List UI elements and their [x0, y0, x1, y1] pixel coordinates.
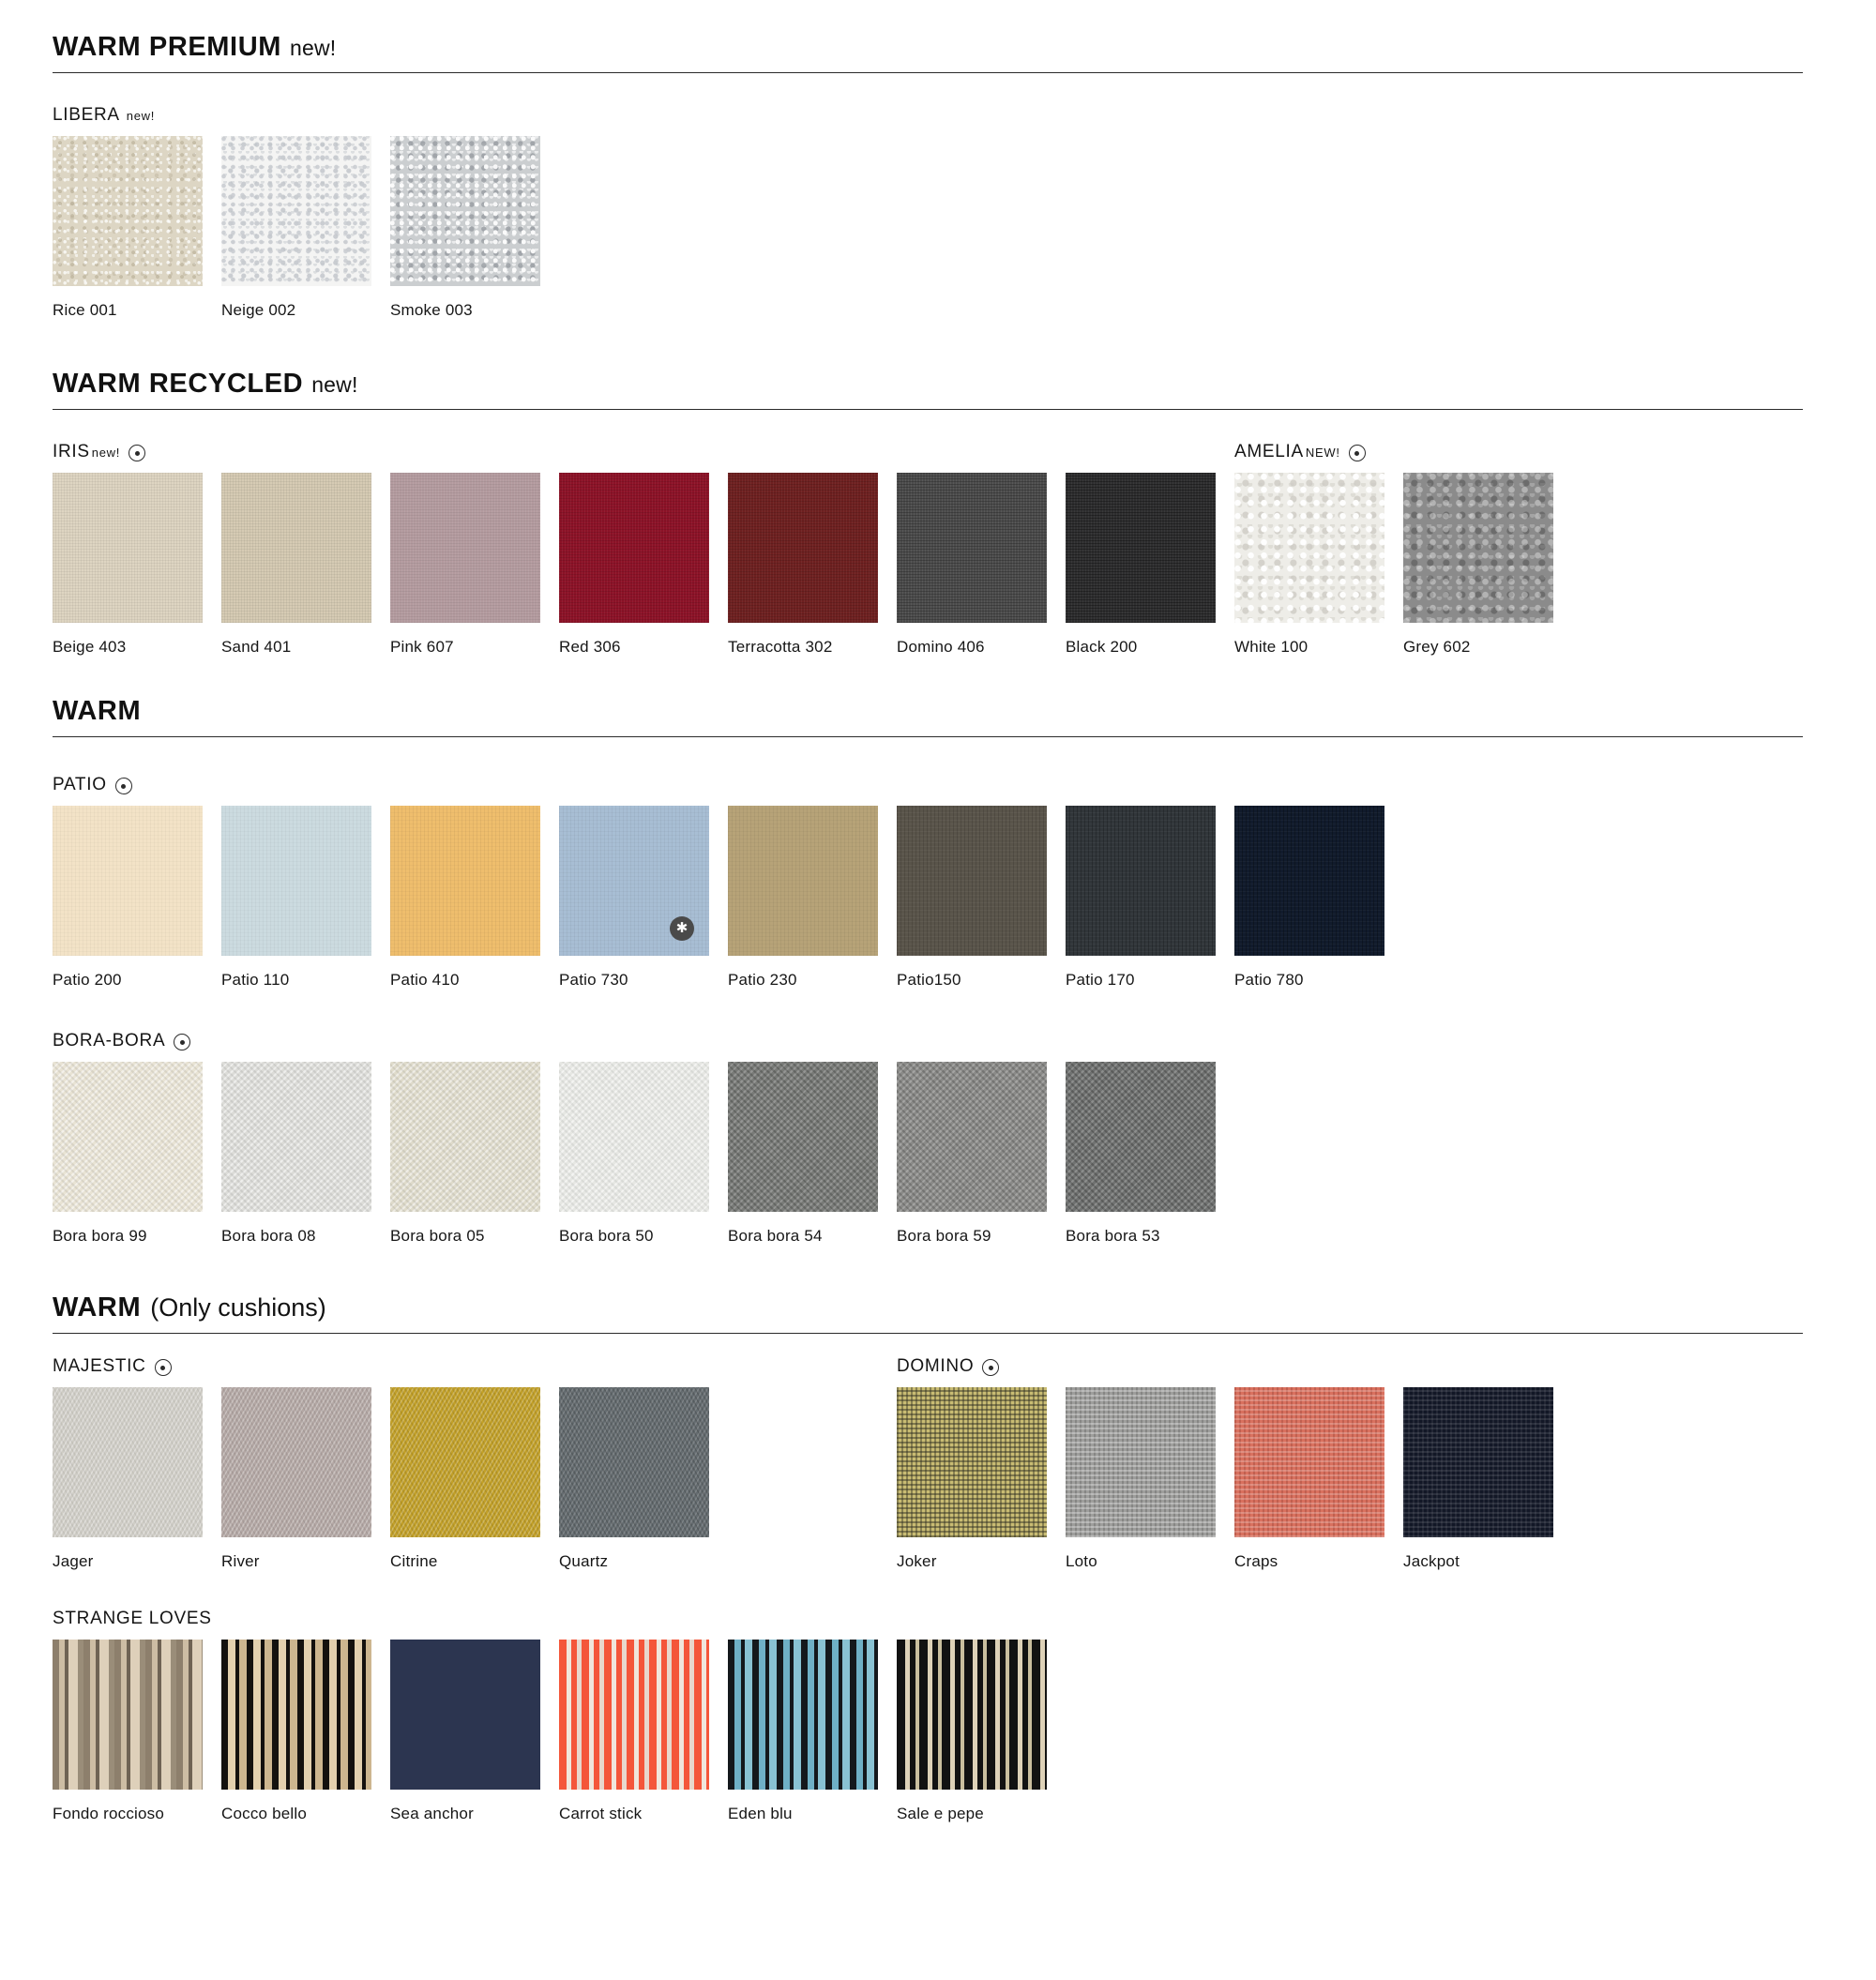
swatch-item[interactable] — [390, 806, 540, 990]
family-name: IRIS — [53, 442, 90, 461]
swatch-chip[interactable] — [1403, 1387, 1553, 1537]
swatch-label: Jager — [53, 1552, 94, 1570]
swatch-item[interactable] — [221, 1062, 371, 1246]
swatch-label: Bora bora 05 — [390, 1227, 485, 1245]
section-header — [53, 32, 1803, 73]
swatch-chip[interactable] — [221, 1387, 371, 1537]
swatch-label: Bora bora 50 — [559, 1227, 654, 1245]
swatch-chip[interactable] — [728, 1640, 878, 1790]
swatch-item[interactable] — [1066, 806, 1216, 990]
swatch-row — [53, 1640, 1803, 1823]
swatch-label: Red 306 — [559, 638, 621, 656]
swatch-chip[interactable] — [390, 806, 540, 956]
swatch-chip[interactable] — [221, 806, 371, 956]
swatch-item[interactable] — [53, 473, 203, 657]
swatch-label: Jackpot — [1403, 1552, 1460, 1570]
swatch-chip[interactable] — [559, 1387, 709, 1537]
swatch-item[interactable] — [221, 1387, 371, 1571]
swatch-chip[interactable] — [1066, 806, 1216, 956]
swatch-item[interactable] — [559, 1062, 709, 1246]
family-header — [53, 1609, 1803, 1629]
family-header — [53, 105, 1803, 126]
care-dot-icon — [129, 445, 145, 461]
swatch-label: Smoke 003 — [390, 301, 473, 319]
swatch-row — [1234, 473, 1803, 657]
swatch-label: Loto — [1066, 1552, 1097, 1570]
swatch-label: Patio 730 — [559, 971, 628, 989]
care-dot-icon — [982, 1359, 999, 1376]
care-dot-icon — [155, 1359, 172, 1376]
family-new-flag: NEW! — [1305, 445, 1340, 460]
family-iris — [53, 442, 1234, 657]
swatch-item[interactable] — [728, 1640, 878, 1823]
family-header — [53, 1031, 1803, 1051]
swatch-label: River — [221, 1552, 260, 1570]
swatch-label: Patio 110 — [221, 971, 290, 989]
swatch-item[interactable] — [897, 806, 1047, 990]
swatch-label: Bora bora 59 — [897, 1227, 991, 1245]
swatch-label: Cocco bello — [221, 1805, 308, 1822]
swatch-item[interactable] — [897, 1640, 1047, 1823]
swatch-chip[interactable] — [390, 1387, 540, 1537]
swatch-item[interactable] — [1234, 806, 1384, 990]
swatch-label: Carrot stick — [559, 1805, 643, 1822]
swatch-item[interactable] — [390, 473, 540, 657]
family-name: PATIO — [53, 775, 107, 794]
swatch-label: Bora bora 53 — [1066, 1227, 1160, 1245]
swatch-item[interactable] — [53, 1387, 203, 1571]
swatch-item[interactable] — [897, 1062, 1047, 1246]
swatch-row — [53, 473, 1234, 657]
family-new-flag: new! — [126, 108, 156, 123]
swatch-item[interactable] — [559, 1387, 709, 1571]
swatch-chip[interactable] — [221, 473, 371, 623]
swatch-row — [897, 1387, 1803, 1571]
swatch-item[interactable] — [1066, 473, 1216, 657]
swatch-item[interactable] — [221, 1640, 371, 1823]
section-title: WARM — [53, 1292, 142, 1323]
family-header — [897, 1356, 1803, 1377]
swatch-item[interactable] — [53, 806, 203, 990]
family-columns — [53, 442, 1803, 657]
swatch-chip[interactable] — [559, 1062, 709, 1212]
swatch-label: Neige 002 — [221, 301, 296, 319]
swatch-item[interactable] — [390, 136, 540, 320]
family-name: MAJESTIC — [53, 1356, 146, 1376]
swatch-chip[interactable] — [53, 806, 203, 956]
swatch-chip[interactable] — [390, 1640, 540, 1790]
swatch-item[interactable] — [221, 806, 371, 990]
family-new-flag: new! — [91, 445, 121, 460]
swatch-row — [53, 136, 1803, 320]
section-header — [53, 1292, 1803, 1334]
swatch-item[interactable] — [390, 1640, 540, 1823]
swatch-chip[interactable] — [1403, 473, 1553, 623]
swatch-chip[interactable] — [1234, 473, 1384, 623]
swatch-item[interactable] — [1234, 473, 1384, 657]
care-dot-icon — [1349, 445, 1366, 461]
family-majestic — [53, 1356, 897, 1571]
swatch-label: Patio 780 — [1234, 971, 1304, 989]
swatch-label: Patio 410 — [390, 971, 460, 989]
asterisk-badge-icon: ✱ — [670, 916, 694, 941]
swatch-chip[interactable] — [559, 806, 709, 956]
family-name: STRANGE LOVES — [53, 1609, 212, 1628]
section-title: WARM — [53, 696, 142, 726]
swatch-chip[interactable] — [1234, 1387, 1384, 1537]
family-patio — [53, 775, 1803, 990]
swatch-item[interactable] — [53, 1640, 203, 1823]
swatch-item[interactable] — [1066, 1062, 1216, 1246]
swatch-chip[interactable] — [728, 806, 878, 956]
family-header — [53, 775, 1803, 795]
swatch-chip[interactable] — [1066, 1387, 1216, 1537]
family-amelia — [1234, 442, 1803, 657]
swatch-label: Terracotta 302 — [728, 638, 833, 656]
swatch-label: Rice 001 — [53, 301, 117, 319]
swatch-chip[interactable] — [53, 136, 203, 286]
swatch-label: Grey 602 — [1403, 638, 1471, 656]
family-header — [53, 1356, 897, 1377]
swatch-item[interactable] — [221, 473, 371, 657]
swatch-item[interactable] — [390, 1387, 540, 1571]
family-libera — [53, 105, 1803, 320]
section-warm — [0, 696, 1876, 1246]
swatch-label: Citrine — [390, 1552, 438, 1570]
section-warm-cushions — [0, 1292, 1876, 1823]
section-warm-premium — [0, 32, 1876, 320]
family-name: LIBERA — [53, 105, 120, 125]
swatch-label: Pink 607 — [390, 638, 454, 656]
swatch-chip[interactable] — [897, 473, 1047, 623]
swatch-item[interactable] — [728, 1062, 878, 1246]
swatch-item[interactable] — [1066, 1387, 1216, 1571]
swatch-item[interactable] — [559, 806, 709, 990]
swatch-label: Patio 230 — [728, 971, 797, 989]
swatch-chip[interactable] — [559, 473, 709, 623]
swatch-label: Sand 401 — [221, 638, 292, 656]
swatch-chip[interactable] — [897, 1062, 1047, 1212]
swatch-chip[interactable] — [897, 1387, 1047, 1537]
swatch-label: White 100 — [1234, 638, 1309, 656]
swatch-item[interactable] — [897, 473, 1047, 657]
swatch-item[interactable] — [53, 136, 203, 320]
section-header — [53, 369, 1803, 410]
swatch-chip[interactable] — [728, 473, 878, 623]
family-domino — [897, 1356, 1803, 1571]
swatch-item[interactable] — [53, 1062, 203, 1246]
swatch-label: Bora bora 54 — [728, 1227, 823, 1245]
swatch-chip[interactable] — [559, 1640, 709, 1790]
swatch-label: Joker — [897, 1552, 937, 1570]
swatch-row — [53, 806, 1803, 990]
swatch-chip[interactable] — [897, 1640, 1047, 1790]
swatch-row — [53, 1062, 1803, 1246]
swatch-chip[interactable] — [390, 136, 540, 286]
swatch-label: Sea anchor — [390, 1805, 474, 1822]
swatch-item[interactable] — [390, 1062, 540, 1246]
swatch-item[interactable] — [897, 1387, 1047, 1571]
swatch-item[interactable] — [221, 136, 371, 320]
swatch-chip[interactable] — [728, 1062, 878, 1212]
care-dot-icon — [115, 778, 132, 794]
swatch-chip[interactable] — [53, 473, 203, 623]
section-new-flag: new! — [290, 36, 337, 60]
swatch-chip[interactable] — [221, 136, 371, 286]
swatch-chip[interactable] — [390, 1062, 540, 1212]
family-bora-bora — [53, 1031, 1803, 1246]
swatch-chip[interactable] — [53, 1387, 203, 1537]
swatch-chip[interactable] — [390, 473, 540, 623]
family-header — [1234, 442, 1803, 462]
swatch-item[interactable] — [1403, 473, 1553, 657]
swatch-label: Sale e pepe — [897, 1805, 984, 1822]
family-strange-loves — [53, 1609, 1803, 1823]
swatch-label: Quartz — [559, 1552, 609, 1570]
swatch-chip[interactable] — [53, 1062, 203, 1212]
swatch-chip[interactable] — [897, 806, 1047, 956]
swatch-label: Craps — [1234, 1552, 1278, 1570]
swatch-item[interactable] — [559, 1640, 709, 1823]
swatch-item[interactable] — [728, 473, 878, 657]
swatch-label: Eden blu — [728, 1805, 793, 1822]
swatch-label: Black 200 — [1066, 638, 1138, 656]
swatch-label: Patio150 — [897, 971, 961, 989]
swatch-label: Patio 200 — [53, 971, 122, 989]
swatch-row — [53, 1387, 897, 1571]
family-name: DOMINO — [897, 1356, 975, 1376]
swatch-chip[interactable] — [1066, 473, 1216, 623]
swatch-label: Patio 170 — [1066, 971, 1135, 989]
family-name: BORA-BORA — [53, 1031, 166, 1050]
swatch-label: Fondo roccioso — [53, 1805, 165, 1822]
section-subtitle: (Only cushions) — [150, 1293, 326, 1322]
swatch-item[interactable] — [559, 473, 709, 657]
section-new-flag: new! — [311, 372, 358, 397]
family-name: AMELIA — [1234, 442, 1304, 461]
swatch-label: Beige 403 — [53, 638, 127, 656]
care-dot-icon — [174, 1034, 190, 1050]
family-columns — [53, 1356, 1803, 1571]
swatch-item[interactable] — [728, 806, 878, 990]
swatch-chip[interactable] — [1234, 806, 1384, 956]
swatch-item[interactable] — [1403, 1387, 1553, 1571]
section-warm-recycled — [0, 369, 1876, 657]
swatch-chip[interactable] — [53, 1640, 203, 1790]
section-title: WARM PREMIUM — [53, 32, 282, 62]
swatch-label: Domino 406 — [897, 638, 985, 656]
swatch-label: Bora bora 08 — [221, 1227, 316, 1245]
swatch-chip[interactable] — [221, 1062, 371, 1212]
swatch-chip[interactable] — [221, 1640, 371, 1790]
section-header — [53, 696, 1803, 737]
swatch-item[interactable] — [1234, 1387, 1384, 1571]
family-header — [53, 442, 1234, 462]
section-title: WARM RECYCLED — [53, 369, 304, 399]
swatch-label: Bora bora 99 — [53, 1227, 147, 1245]
swatch-chip[interactable] — [1066, 1062, 1216, 1212]
